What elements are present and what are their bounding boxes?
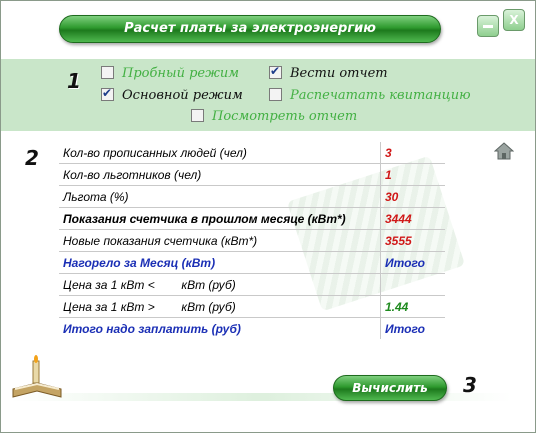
price-under-limit-field[interactable] — [381, 274, 446, 296]
discount-field[interactable]: 30 — [381, 186, 446, 208]
previous-reading-field[interactable]: 3444 — [381, 208, 446, 230]
option-keep-report[interactable] — [269, 66, 388, 81]
row-label: Нагорело за Месяц (кВт) — [59, 252, 381, 274]
minimize-icon — [483, 25, 493, 28]
row-label: Итого надо заплатить (руб) — [63, 321, 241, 336]
row-label: Кол-во льготников (чел) — [59, 164, 381, 186]
option-trial-mode[interactable] — [101, 66, 239, 81]
step-number-3: 3 — [463, 373, 477, 397]
book-candle-icon — [9, 353, 65, 403]
row-label: Цена за 1 кВт > кВт (руб) — [59, 296, 381, 318]
minimize-button[interactable] — [477, 15, 499, 37]
view-report-checkbox[interactable] — [191, 109, 204, 122]
option-main-mode[interactable] — [101, 88, 243, 103]
option-label: Основной режим — [122, 88, 243, 103]
calculation-table — [59, 142, 445, 339]
option-label: Вести отчет — [290, 66, 388, 81]
main-mode-checkbox[interactable] — [101, 88, 114, 101]
app-title: Расчет платы за электроэнергию — [59, 15, 441, 43]
option-label: Посмотреть отчет — [212, 109, 358, 124]
calculate-button[interactable]: Вычислить — [333, 375, 447, 401]
table-row — [59, 208, 445, 230]
table-row — [59, 318, 445, 340]
print-receipt-checkbox[interactable] — [269, 88, 282, 101]
payment-total: Итого — [381, 318, 446, 340]
table-row — [59, 142, 445, 164]
new-reading-field[interactable]: 3555 — [381, 230, 446, 252]
option-view-report[interactable] — [191, 109, 357, 124]
row-label: Цена за 1 кВт < кВт (руб) — [59, 274, 381, 296]
house-icon[interactable] — [494, 141, 514, 161]
people-count-field[interactable]: 3 — [381, 142, 446, 164]
row-label: Новые показания счетчика (кВт*) — [59, 230, 381, 252]
row-label: Кол-во прописанных людей (чел) — [59, 142, 381, 164]
table-row — [59, 252, 445, 274]
step-number-2: 2 — [25, 146, 39, 170]
table-row — [59, 274, 445, 296]
table-row — [59, 230, 445, 252]
table-row — [59, 186, 445, 208]
consumed-total: Итого — [381, 252, 446, 274]
keep-report-checkbox[interactable] — [269, 66, 282, 79]
trial-mode-checkbox[interactable] — [101, 66, 114, 79]
table-row — [59, 296, 445, 318]
price-over-limit-field[interactable]: 1.44 — [381, 296, 446, 318]
option-label: Распечатать квитанцию — [290, 88, 471, 103]
close-button[interactable]: X — [503, 9, 525, 31]
option-label: Пробный режим — [122, 66, 240, 81]
options-panel — [1, 59, 535, 131]
step-number-1: 1 — [67, 69, 81, 93]
row-label: Льгота (%) — [59, 186, 381, 208]
row-label: Показания счетчика в прошлом месяце (кВт*) — [59, 208, 381, 230]
option-print-receipt[interactable] — [269, 88, 471, 103]
beneficiaries-field[interactable]: 1 — [381, 164, 446, 186]
table-row — [59, 164, 445, 186]
